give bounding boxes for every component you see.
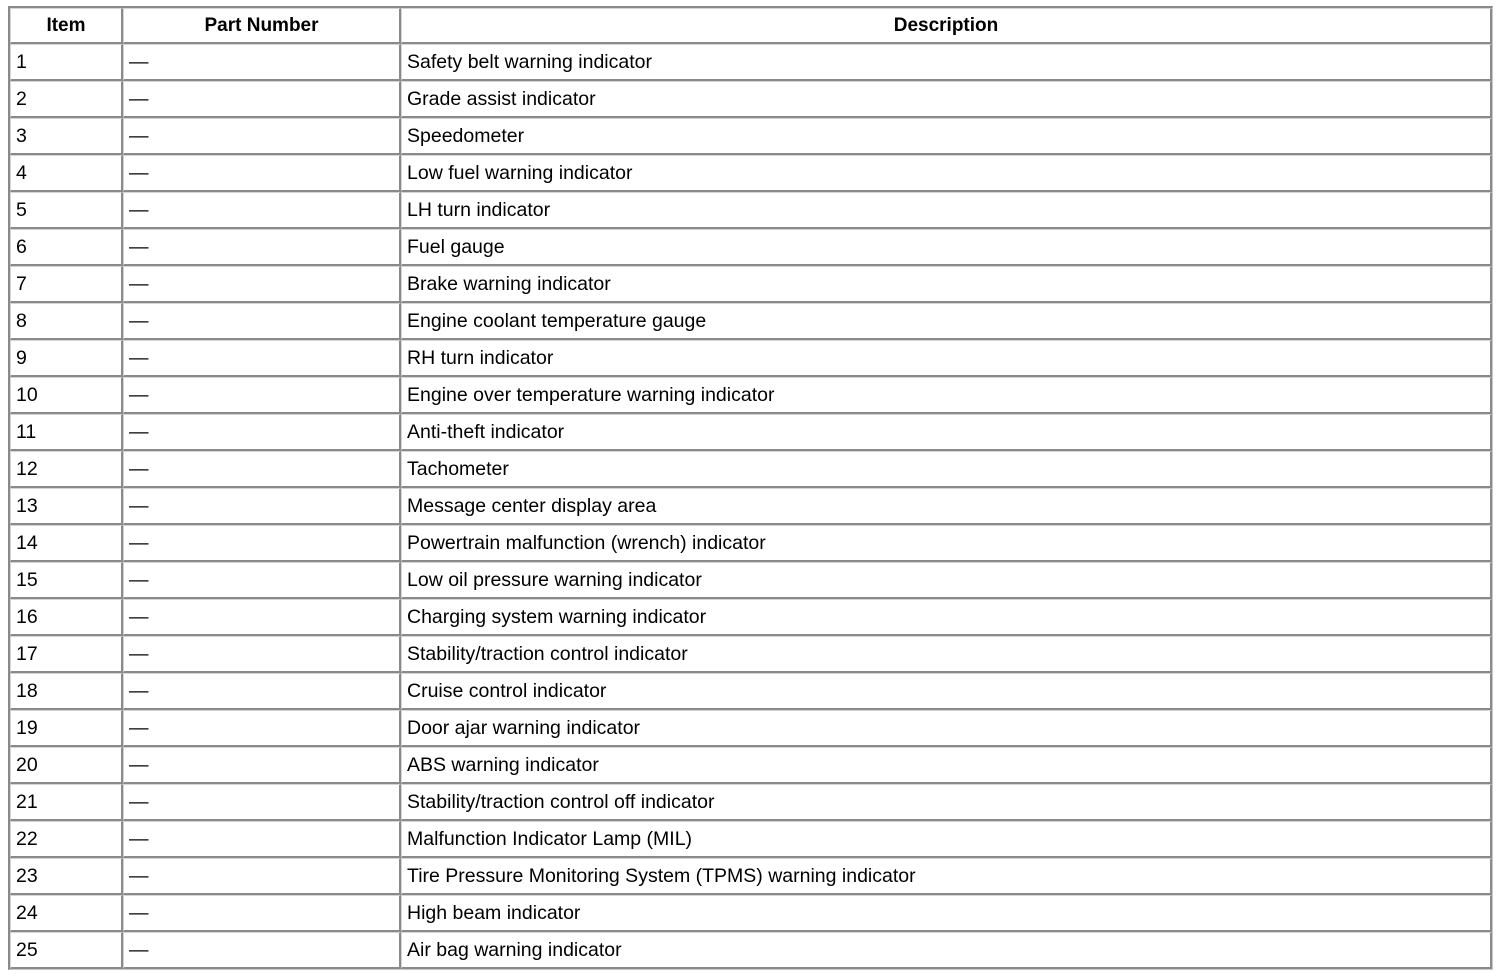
- item-number-cell: 24: [10, 895, 123, 932]
- description-cell: Charging system warning indicator: [401, 599, 1492, 636]
- description-cell: Grade assist indicator: [401, 81, 1492, 118]
- part-number-cell: —: [123, 81, 401, 118]
- part-number-cell: —: [123, 747, 401, 784]
- description-cell: Tachometer: [401, 451, 1492, 488]
- part-number-cell: —: [123, 821, 401, 858]
- parts-table-container: [8, 6, 1493, 970]
- description-cell: Engine over temperature warning indicator: [401, 377, 1492, 414]
- description-cell: RH turn indicator: [401, 340, 1492, 377]
- part-number-cell: —: [123, 229, 401, 266]
- item-number-cell: 7: [10, 266, 123, 303]
- part-number-cell: —: [123, 673, 401, 710]
- description-cell: Message center display area: [401, 488, 1492, 525]
- item-number-cell: 18: [10, 673, 123, 710]
- description-cell: Cruise control indicator: [401, 673, 1492, 710]
- item-number-cell: 12: [10, 451, 123, 488]
- table-row: [10, 636, 1492, 673]
- part-number-cell: —: [123, 377, 401, 414]
- item-number-cell: 10: [10, 377, 123, 414]
- item-number-cell: 20: [10, 747, 123, 784]
- description-cell: Low fuel warning indicator: [401, 155, 1492, 192]
- table-row: [10, 488, 1492, 525]
- table-row: [10, 895, 1492, 932]
- item-number-cell: 25: [10, 932, 123, 969]
- table-row: [10, 673, 1492, 710]
- part-number-cell: —: [123, 451, 401, 488]
- part-number-cell: —: [123, 340, 401, 377]
- description-cell: High beam indicator: [401, 895, 1492, 932]
- table-row: [10, 155, 1492, 192]
- part-number-cell: —: [123, 636, 401, 673]
- part-number-cell: —: [123, 266, 401, 303]
- item-number-cell: 3: [10, 118, 123, 155]
- parts-table: [8, 6, 1493, 970]
- description-cell: ABS warning indicator: [401, 747, 1492, 784]
- table-row: [10, 451, 1492, 488]
- table-row: [10, 266, 1492, 303]
- table-row: [10, 192, 1492, 229]
- part-number-cell: —: [123, 599, 401, 636]
- part-number-cell: —: [123, 525, 401, 562]
- table-row: [10, 340, 1492, 377]
- part-number-cell: —: [123, 44, 401, 81]
- table-row: [10, 377, 1492, 414]
- item-number-cell: 1: [10, 44, 123, 81]
- table-row: [10, 747, 1492, 784]
- description-cell: Brake warning indicator: [401, 266, 1492, 303]
- description-cell: Stability/traction control indicator: [401, 636, 1492, 673]
- part-number-cell: —: [123, 562, 401, 599]
- part-number-cell: —: [123, 303, 401, 340]
- table-body: [10, 44, 1492, 969]
- item-number-cell: 19: [10, 710, 123, 747]
- part-number-cell: —: [123, 784, 401, 821]
- table-row: [10, 303, 1492, 340]
- description-cell: Door ajar warning indicator: [401, 710, 1492, 747]
- table-row: [10, 858, 1492, 895]
- part-number-cell: —: [123, 155, 401, 192]
- column-header-item: Item: [10, 8, 123, 44]
- item-number-cell: 11: [10, 414, 123, 451]
- table-row: [10, 229, 1492, 266]
- description-cell: Air bag warning indicator: [401, 932, 1492, 969]
- item-number-cell: 22: [10, 821, 123, 858]
- table-row: [10, 118, 1492, 155]
- item-number-cell: 16: [10, 599, 123, 636]
- table-row: [10, 710, 1492, 747]
- column-header-description: Description: [401, 8, 1492, 44]
- part-number-cell: —: [123, 858, 401, 895]
- description-cell: Powertrain malfunction (wrench) indicator: [401, 525, 1492, 562]
- item-number-cell: 4: [10, 155, 123, 192]
- item-number-cell: 23: [10, 858, 123, 895]
- description-cell: Safety belt warning indicator: [401, 44, 1492, 81]
- description-cell: Engine coolant temperature gauge: [401, 303, 1492, 340]
- header-row: [10, 8, 1492, 44]
- part-number-cell: —: [123, 932, 401, 969]
- item-number-cell: 5: [10, 192, 123, 229]
- table-row: [10, 932, 1492, 969]
- item-number-cell: 9: [10, 340, 123, 377]
- table-header: [10, 8, 1492, 44]
- item-number-cell: 13: [10, 488, 123, 525]
- part-number-cell: —: [123, 488, 401, 525]
- description-cell: Tire Pressure Monitoring System (TPMS) warning indicator: [401, 858, 1492, 895]
- table-row: [10, 599, 1492, 636]
- item-number-cell: 17: [10, 636, 123, 673]
- part-number-cell: —: [123, 895, 401, 932]
- item-number-cell: 8: [10, 303, 123, 340]
- part-number-cell: —: [123, 192, 401, 229]
- table-row: [10, 44, 1492, 81]
- item-number-cell: 21: [10, 784, 123, 821]
- description-cell: Speedometer: [401, 118, 1492, 155]
- description-cell: Low oil pressure warning indicator: [401, 562, 1492, 599]
- description-cell: Stability/traction control off indicator: [401, 784, 1492, 821]
- column-header-part-number: Part Number: [123, 8, 401, 44]
- table-row: [10, 525, 1492, 562]
- item-number-cell: 6: [10, 229, 123, 266]
- description-cell: LH turn indicator: [401, 192, 1492, 229]
- table-row: [10, 81, 1492, 118]
- description-cell: Anti-theft indicator: [401, 414, 1492, 451]
- item-number-cell: 2: [10, 81, 123, 118]
- table-row: [10, 414, 1492, 451]
- table-row: [10, 821, 1492, 858]
- part-number-cell: —: [123, 710, 401, 747]
- table-row: [10, 562, 1492, 599]
- part-number-cell: —: [123, 118, 401, 155]
- table-row: [10, 784, 1492, 821]
- description-cell: Malfunction Indicator Lamp (MIL): [401, 821, 1492, 858]
- description-cell: Fuel gauge: [401, 229, 1492, 266]
- item-number-cell: 14: [10, 525, 123, 562]
- item-number-cell: 15: [10, 562, 123, 599]
- part-number-cell: —: [123, 414, 401, 451]
